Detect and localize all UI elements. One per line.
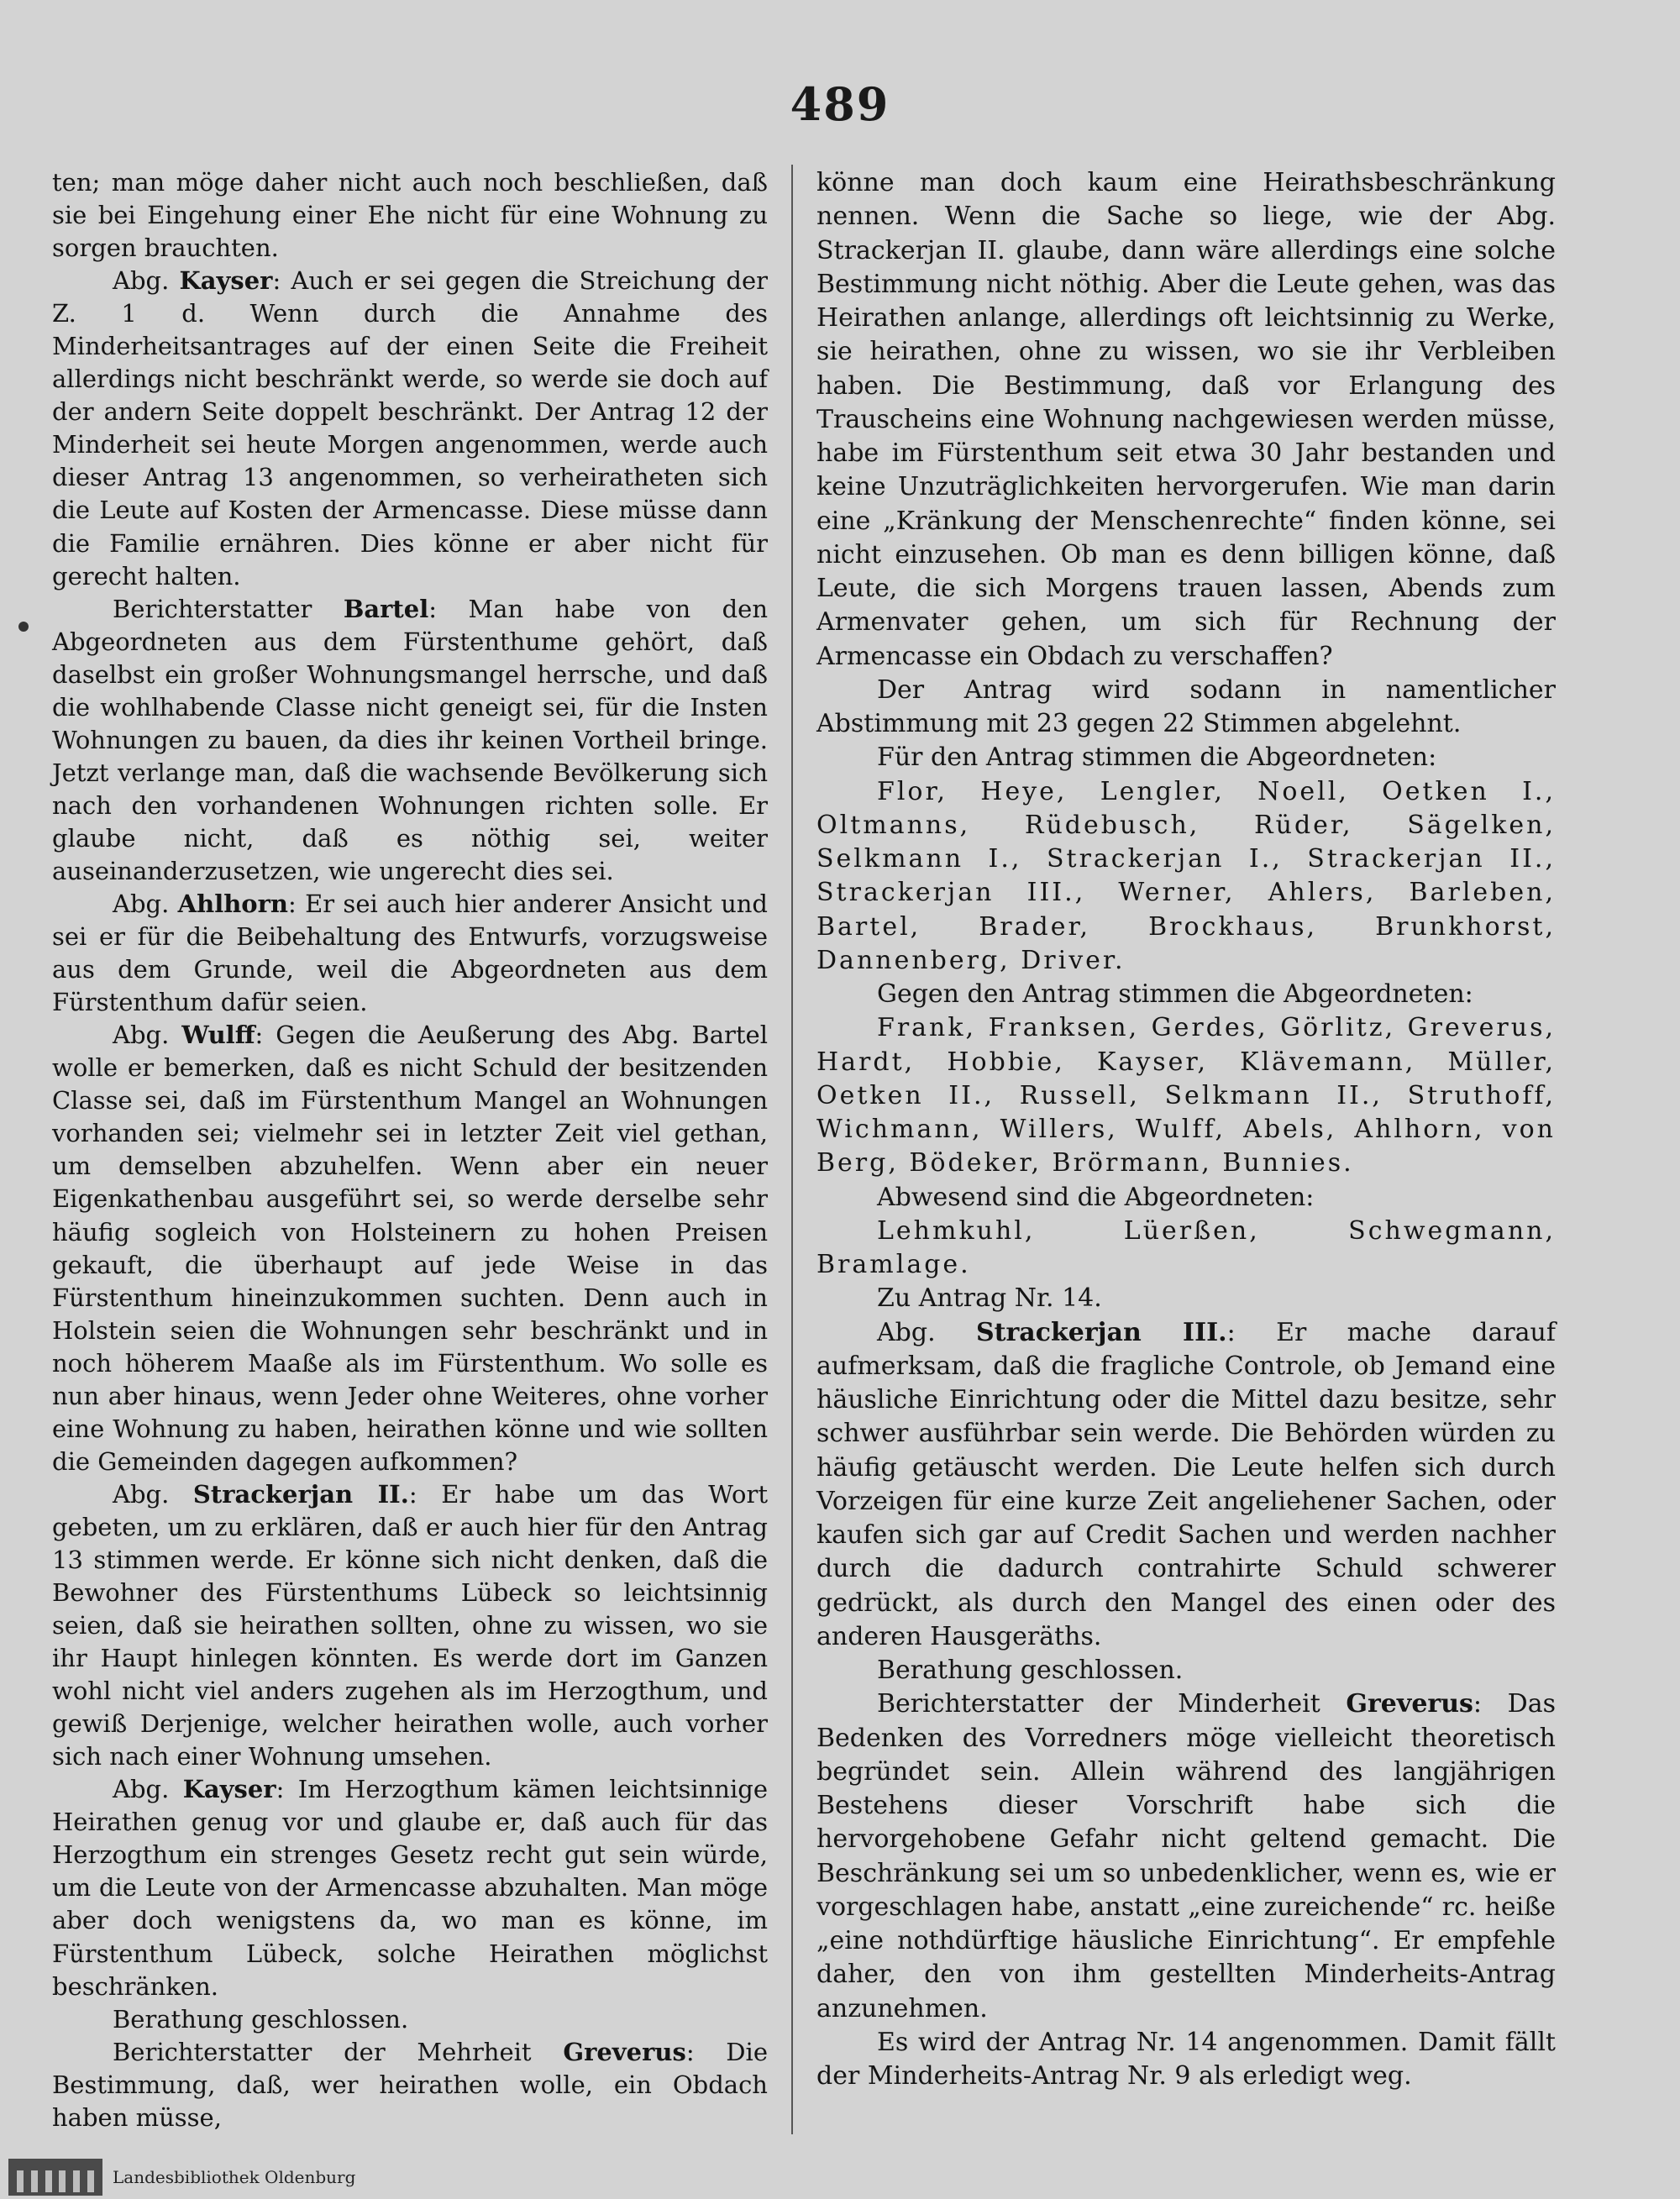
paragraph [52, 1019, 768, 1478]
speaker-name: Ahlhorn [177, 890, 289, 919]
paragraph-text: Es wird der Antrag Nr. 14 angenommen. Damit fällt der Minderheits-Antrag Nr. 9 als erledigt weg. [816, 2027, 1556, 2091]
margin-mark [18, 622, 29, 632]
paragraph [52, 2003, 768, 2036]
speaker-name: Wulff [181, 1021, 255, 1050]
paragraph-text: : Im Herzogthum kämen leichtsinnige Heirathen genug vor und glaube er, daß auch für das Herzogthum ein strenges Gesetz recht gut sein würde, um die Leute von der Armencasse abzuhalten. Man möge aber doch wenigstens da, wo man es könne, im Fürstenthum Lübeck, solche Heirathen möglichst beschränken. [52, 1775, 768, 2001]
left-column [52, 166, 768, 2134]
motion-heading: Zu Antrag Nr. 14. [877, 1283, 1102, 1314]
paragraph-text: könne man doch kaum eine Heirathsbeschränkung nennen. Wenn die Sache so liege, wie der Abg. Strackerjan II. glaube, dann wäre allerdings eine solche Bestimmung nicht nöthig. Aber die Leute gehen, was das Heirathen anlange, allerdings oft leichtsinnig zu Werke, sie heirathen, ohne zu wissen, wo sie ihr Verbleiben haben. Die Bestimmung, daß vor Erlangung des Trauscheins eine Wohnung nachgewiesen werden müsse, habe im Fürstenthum seit etwa 30 Jahr bestanden und keine Unzuträglichkeiten hervorgerufen. Wie man darin eine „Kränkung der Menschenrechte“ finden könne, sei nicht einzusehen. Ob man es denn billigen könne, daß Leute, die sich Morgens trauen lassen, Abends zum Armenvater gehen, um sich für Rechnung der Armencasse ein Obdach zu verschaffen? [816, 168, 1556, 671]
paragraph-text: : Das Bedenken des Vorredners möge vielleicht theoretisch begründet sein. Allein während des langjährigen Bestehens dieser Vorschrift habe sich die hervorgehobene Gefahr nicht geltend gemacht. Die Beschränkung sei um so unbedenklicher, wenn es, wie er vorgeschlagen habe, anstatt „eine zureichende“ rc. heiße „eine nothdürftige häusliche Einrichtung“. Er empfehle daher, den von ihm gestellten Minderheits-Antrag anzunehmen. [816, 1689, 1556, 2023]
paragraph-text: : Gegen die Aeußerung des Abg. Bartel wolle er bemerken, daß es nicht Schuld der besitzenden Classe sei, daß im Fürstenthum Mangel an Wohnungen vorhanden sei; vielmehr sei in letzter Zeit viel gethan, um demselben abzuhelfen. Wenn aber ein neuer Eigenkathenbau ausgeführt sei, so werde derselbe sehr häufig sogleich von Holsteinern zu hohen Preisen gekauft, die überhaupt auf jede Weise in das Fürstenthum hineinzukommen suchten. Denn auch in Holstein seien die Wohnungen sehr beschränkt und in noch höherem Maaße als im Fürstenthum. Wo solle es nun aber hinaus, wenn Jeder ohne Weiteres, ohne vorher eine Wohnung zu haben, heirathen könne und wie sollten die Gemeinden dagegen aufkommen? [52, 1021, 768, 1476]
vote-against-names: Frank, Franksen, Gerdes, Görlitz, Greverus, Hardt, Hobbie, Kayser, Klävemann, Müller, Oetken II., Russell, Selkmann II., Struthoff, Wichmann, Willers, Wulff, Abels, Ahlhorn, von Berg, Bödeker, Brörmann, Bunnies. [816, 1013, 1556, 1178]
paragraph [816, 674, 1556, 742]
paragraph-text: : Er mache darauf aufmerksam, daß die fragliche Controle, ob Jemand eine häusliche Einrichtung oder die Mittel dazu besitze, sehr schwer ausführbar sein werde. Die Behörden würden zu häufig getäuscht werden. Die Leute helfen sich durch Vorzeigen für eine kurze Zeit angeliehener Sachen, oder kaufen sich gar auf Credit Sachen und werden nachher durch die dadurch contrahirte Schuld schwerer gedrückt, als durch den Mangel des einen oder des anderen Hausgeräths. [816, 1317, 1556, 1651]
paragraph [816, 1316, 1556, 1655]
paragraph-text: Berathung geschlossen. [877, 1656, 1184, 1685]
speaker-role: Abg. [113, 890, 170, 919]
paragraph [816, 2026, 1556, 2094]
speaker-role: Abg. [113, 1021, 170, 1050]
vote-for-heading: Für den Antrag stimmen die Abgeordneten: [877, 743, 1437, 773]
speaker-name: Bartel [343, 594, 429, 623]
paragraph [52, 265, 768, 592]
speaker-role: Abg. [113, 1775, 170, 1804]
speaker-role: Abg. [113, 1479, 170, 1509]
speaker-name: Greverus [1346, 1689, 1473, 1719]
library-building-icon [8, 2159, 102, 2196]
paragraph [52, 2036, 768, 2134]
vote-against-heading: Gegen den Antrag stimmen die Abgeordneten: [877, 979, 1473, 1009]
speaker-name: Kayser [179, 266, 273, 296]
speaker-name: Kayser [182, 1775, 276, 1804]
paragraph-text: : Man habe von den Abgeordneten aus dem Fürstenthume gehört, daß daselbst ein großer Wohnungsmangel herrsche, und daß die wohlhabende Classe nicht geneigt sei, für die Insten Wohnungen zu bauen, da dies ihr keinen Vortheil bringe. Jetzt verlange man, daß die wachsende Bevölkerung sich nach den vorhandenen Wohnungen richten solle. Er glaube nicht, daß es nöthig sei, weiter auseinanderzusetzen, wie ungerecht dies sei. [52, 594, 769, 885]
paragraph-text: : Er habe um das Wort gebeten, um zu erklären, daß er auch hier für den Antrag 13 stimmen werde. Er könne sich nicht denken, daß die Bewohner des Fürstenthums Lübeck so leichtsinnig seien, daß sie heirathen sollten, ohne zu wissen, wo sie ihr Haupt hinlegen könnten. Es werde dort im Ganzen wohl nicht viel anders zugehen als im Herzogthum, und gewiß Derjenige, welcher heirathen wolle, auch vorher sich nach einer Wohnung umsehen. [52, 1479, 768, 1771]
speaker-role: Abg. [877, 1317, 936, 1347]
speaker-role: Berichterstatter der Mehrheit [113, 2037, 532, 2066]
right-column [816, 166, 1556, 2093]
paragraph [816, 1687, 1556, 2026]
page-number: 489 [790, 77, 890, 131]
paragraph-text: ten; man möge daher nicht auch noch beschließen, daß sie bei Eingehung einer Ehe nicht für eine Wohnung zu sorgen brauchten. [52, 168, 768, 263]
column-divider [791, 165, 793, 2134]
paragraph-text: : Die Bestimmung, daß, wer heirathen wolle, ein Obdach haben müsse, [52, 2037, 768, 2132]
speaker-role: Abg. [113, 266, 170, 296]
paragraph-text: : Er sei auch hier anderer Ansicht und sei er für die Beibehaltung des Entwurfs, vorzugsweise aus dem Grunde, weil die Abgeordneten aus dem Fürstenthum dafür seien. [52, 890, 768, 1017]
paragraph [52, 166, 768, 265]
library-name: Landesbibliothek Oldenburg [113, 2167, 356, 2187]
footer-bar [0, 2155, 1680, 2199]
paragraph [816, 166, 1556, 674]
speaker-name: Strackerjan II. [192, 1479, 409, 1509]
paragraph [52, 1773, 768, 2002]
absent-names: Lehmkuhl, Lüerßen, Schwegmann, Bramlage. [816, 1215, 1556, 1279]
speaker-name: Strackerjan III. [975, 1317, 1227, 1347]
paragraph [52, 888, 768, 1019]
paragraph-text: Der Antrag wird sodann in namentlicher Abstimmung mit 23 gegen 22 Stimmen abgelehnt. [816, 674, 1556, 738]
paragraph [816, 1654, 1556, 1687]
paragraph [52, 1478, 768, 1773]
speaker-name: Greverus [563, 2037, 686, 2066]
vote-for-names: Flor, Heye, Lengler, Noell, Oetken I., Oltmanns, Rüdebusch, Rüder, Sägelken, Selkmann I., Strackerjan I., Strackerjan II., Strackerjan III., Werner, Ahlers, Barleben, Bartel, Brader, Brockhaus, Brunkhorst, Dannenberg, Driver. [816, 776, 1556, 975]
speaker-role: Berichterstatter [113, 594, 312, 623]
paragraph-text: Berathung geschlossen. [113, 2004, 409, 2034]
absent-heading: Abwesend sind die Abgeordneten: [877, 1182, 1315, 1212]
speaker-role: Berichterstatter der Minderheit [877, 1689, 1320, 1719]
paragraph [52, 593, 768, 888]
paragraph-text: : Auch er sei gegen die Streichung der Z. 1 d. Wenn durch die Annahme des Minderheitsantrages auf der einen Seite die Freiheit allerdings nicht beschränkt werde, so werde sie doch auf der andern Seite doppelt beschränkt. Der Antrag 12 der Minderheit sei heute Morgen angenommen, werde auch dieser Antrag 13 angenommen, so verheiratheten sich die Leute auf Kosten der Armencasse. Diese müsse dann die Familie ernähren. Dies könne er aber nicht für gerecht halten. [52, 266, 769, 590]
